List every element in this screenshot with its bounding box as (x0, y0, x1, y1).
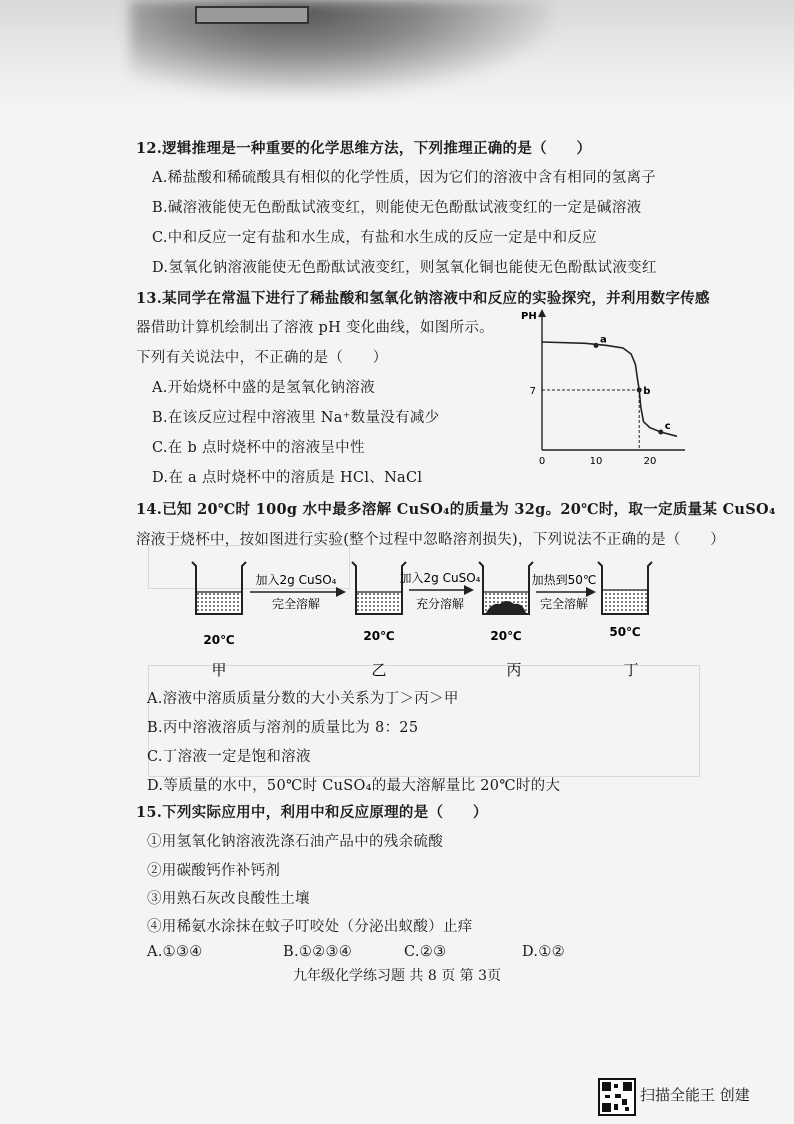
ph-chart (515, 305, 690, 475)
point-c (658, 430, 663, 435)
point-label-c: c (664, 421, 671, 432)
photo-top-object (195, 6, 309, 24)
q15-item-2: ②用碳酸钙作补钙剂 (147, 863, 281, 879)
arrow-step-1 (250, 572, 346, 611)
q15-item-3: ③用熟石灰改良酸性土壤 (147, 891, 310, 907)
step-2-top: 加入2g CuSO₄ (399, 571, 481, 585)
q13-stem-line3: 下列有关说法中，不正确的是（ ） (136, 350, 388, 366)
arrow-step-2 (400, 570, 481, 611)
page-footer: 九年级化学练习题 共 8 页 第 3页 (292, 968, 502, 984)
q14-option-a: A.溶液中溶质质量分数的大小关系为丁＞丙＞甲 (147, 691, 459, 707)
point-a (594, 343, 599, 348)
q13-stem-line1: 13.某同学在常温下进行了稀盐酸和氢氧化钠溶液中和反应的实验探究，并利用数字传感 (136, 290, 710, 307)
step-1-top: 加入2g CuSO₄ (255, 573, 337, 587)
q15-option-b: B.①②③④ (283, 944, 353, 960)
q12-stem: 12.逻辑推理是一种重要的化学思维方法，下列推理正确的是（ ） (136, 140, 592, 157)
q14-stem-line1: 14.已知 20℃时 100g 水中最多溶解 CuSO₄的质量为 32g。20℃时，取一定质量某 CuSO₄ (136, 501, 776, 518)
point-label-a: a (600, 334, 607, 346)
beaker-ding (598, 562, 652, 614)
y-axis-label: PH (521, 311, 537, 322)
q13-option-a: A.开始烧杯中盛的是氢氧化钠溶液 (152, 380, 375, 396)
arrow-step-3 (532, 572, 597, 611)
q15-option-c: C.②③ (404, 944, 447, 960)
q15-stem: 15.下列实际应用中，利用中和反应原理的是（ ） (136, 804, 488, 821)
beaker-bing-name: 丙 (506, 661, 522, 679)
q14-option-b: B.丙中溶液溶质与溶剂的质量比为 8：25 (147, 720, 419, 736)
step-3-bottom: 完全溶解 (539, 597, 589, 611)
beaker-yi-name: 乙 (371, 661, 387, 679)
beaker-jia-name: 甲 (211, 661, 227, 679)
beaker-yi (352, 562, 406, 614)
beaker-jia (192, 562, 246, 614)
q15-option-a: A.①③④ (147, 944, 203, 960)
q13-option-d: D.在 a 点时烧杯中的溶质是 HCl、NaCl (152, 470, 423, 486)
point-b (637, 388, 642, 393)
step-3-top: 加热到50℃ (531, 573, 597, 587)
q12-option-d: D.氢氧化钠溶液能使无色酚酞试液变红，则氢氧化铜也能使无色酚酞试液变红 (152, 260, 657, 276)
q13-option-b: B.在该反应过程中溶液里 Na⁺数量没有减少 (152, 410, 440, 426)
beaker-bing (479, 562, 533, 614)
x-tick-label: 10 (589, 456, 603, 467)
beaker-jia-temp: 20℃ (203, 633, 235, 647)
step-2-bottom: 充分溶解 (415, 597, 465, 611)
beaker-ding-temp: 50℃ (609, 625, 641, 639)
q12-option-c: C.中和反应一定有盐和水生成，有盐和水生成的反应一定是中和反应 (152, 230, 597, 246)
q15-option-d: D.①② (522, 944, 565, 960)
q13-stem-line2: 器借助计算机绘制出了溶液 pH 变化曲线，如图所示。 (136, 320, 494, 336)
beaker-diagram (180, 552, 680, 682)
step-1-bottom: 完全溶解 (271, 597, 321, 611)
x-tick-label: 0 (538, 456, 546, 467)
q12-option-b: B.碱溶液能使无色酚酞试液变红，则能使无色酚酞试液变红的一定是碱溶液 (152, 200, 642, 216)
y-axis-arrow (538, 309, 546, 317)
beaker-bing-temp: 20℃ (490, 629, 522, 643)
ph-curve (542, 342, 677, 436)
scanner-watermark: 扫描全能王 创建 (640, 1086, 750, 1104)
q15-item-1: ①用氢氧化钠溶液洗涤石油产品中的残余硫酸 (147, 834, 443, 850)
x-tick-label: 20 (643, 456, 657, 467)
y-tick-label: 7 (529, 386, 536, 397)
point-label-b: b (643, 386, 651, 397)
q12-option-a: A.稀盐酸和稀硫酸具有相似的化学性质，因为它们的溶液中含有相同的氢离子 (152, 170, 657, 186)
q14-stem-line2: 溶液于烧杯中，按如图进行实验(整个过程中忽略溶剂损失)，下列说法不正确的是（ ） (136, 532, 726, 548)
q14-option-c: C.丁溶液一定是饱和溶液 (147, 749, 311, 765)
photo-top-shadow (130, 0, 550, 95)
beaker-ding-name: 丁 (623, 661, 639, 679)
beaker-yi-temp: 20℃ (363, 629, 395, 643)
q14-option-d: D.等质量的水中，50℃时 CuSO₄的最大溶解量比 20℃时的大 (147, 778, 561, 794)
qr-code-icon (598, 1078, 636, 1116)
q15-item-4: ④用稀氨水涂抹在蚊子叮咬处（分泌出蚁酸）止痒 (147, 919, 473, 935)
q13-option-c: C.在 b 点时烧杯中的溶液呈中性 (152, 440, 365, 456)
